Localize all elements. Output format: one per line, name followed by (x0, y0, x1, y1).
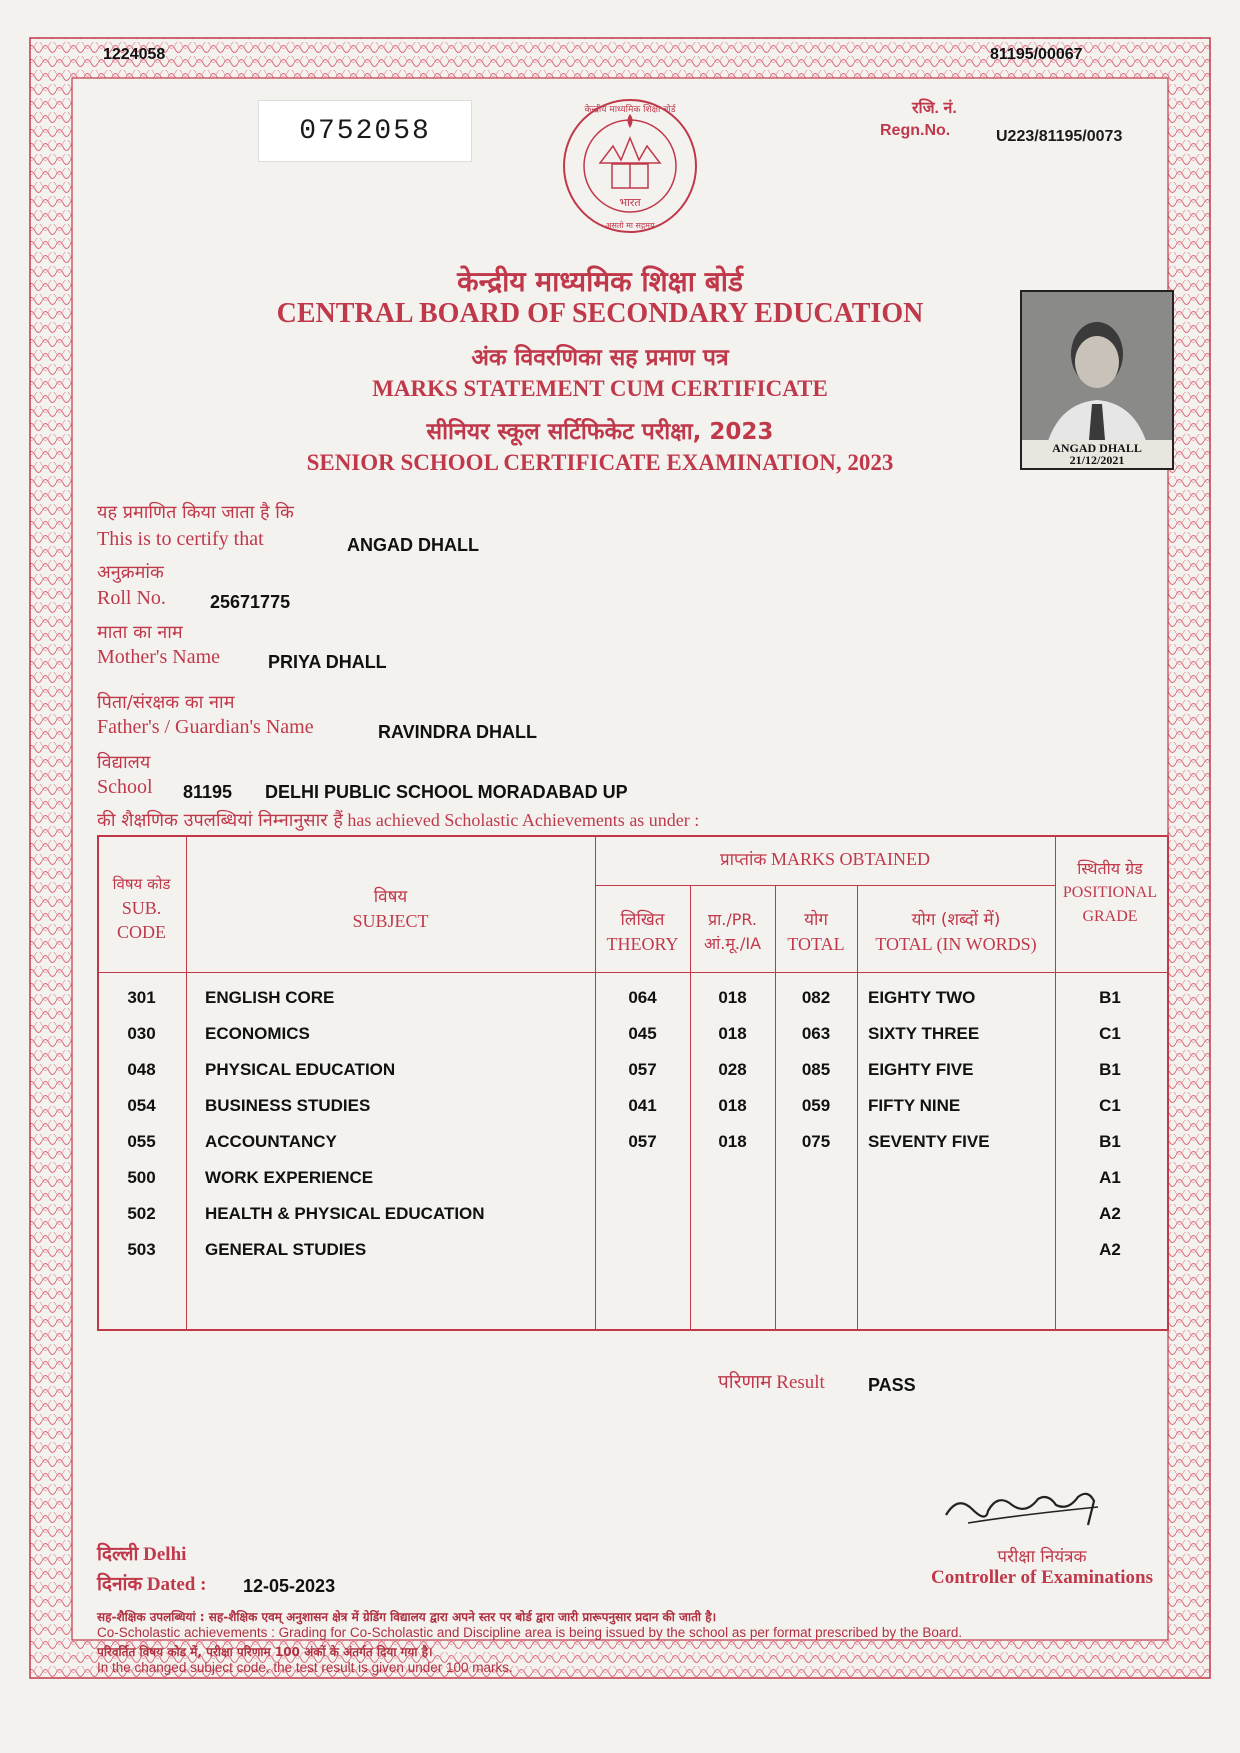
cell-total: 085 (801, 1060, 831, 1079)
achieved-line (97, 808, 699, 832)
student-name: ANGAD DHALL (347, 535, 479, 555)
cell-grade: A2 (1099, 1204, 1121, 1223)
h-total-hi: योग (804, 910, 828, 930)
h-subject-en: SUBJECT (352, 911, 429, 931)
date-label-hi: दिनांक (97, 1573, 143, 1595)
exam-title-hi: सीनियर स्कूल सर्टिफिकेट परीक्षा, 2023 (426, 419, 774, 445)
h-ia: आं.मू./IA (703, 934, 762, 953)
board-title-hi: केन्द्रीय माध्यमिक शिक्षा बोर्ड (457, 265, 743, 298)
cell-total: 059 (801, 1096, 831, 1115)
controller-en: Controller of Examinations (930, 1567, 1154, 1588)
regn-label-hi: रजि. नं. (912, 100, 957, 117)
issue-date: 12-05-2023 (243, 1576, 336, 1596)
h-marks-en: MARKS OBTAINED (770, 849, 931, 869)
cell-total: 082 (801, 988, 831, 1007)
photo-date: 21/12/2021 (1069, 453, 1125, 467)
date-label-en: Dated : (146, 1574, 207, 1595)
controller-block (912, 1544, 1172, 1589)
cell-theory: 045 (628, 1024, 657, 1043)
footer-notes (97, 1608, 1172, 1675)
cell-pr: 018 (718, 1024, 747, 1043)
school-label-en: School (97, 776, 153, 798)
cell-code: 503 (127, 1240, 156, 1259)
cell-subject: BUSINESS STUDIES (205, 1096, 371, 1115)
result-label-en: Result (776, 1372, 825, 1393)
certify-label-en: This is to certify that (97, 528, 264, 550)
cell-grade: B1 (1099, 1132, 1121, 1151)
place-en: Delhi (143, 1544, 187, 1565)
student-photo (1020, 290, 1174, 470)
cell-pr: 018 (718, 988, 747, 1007)
achieved-hi: की शैक्षणिक उपलब्धियां निम्नानुसार हैं (97, 810, 343, 831)
logo-motto: असतो मा सद्गमय (605, 221, 655, 230)
roll-number: 25671775 (210, 592, 291, 612)
exam-title-en: SENIOR SCHOOL CERTIFICATE EXAMINATION, 2023 (306, 450, 894, 475)
h-grade-en1: POSITIONAL (1062, 884, 1158, 901)
cell-grade: B1 (1099, 1060, 1121, 1079)
cell-subject: WORK EXPERIENCE (205, 1168, 374, 1187)
cell-subject: HEALTH & PHYSICAL EDUCATION (205, 1204, 485, 1223)
top-left-number: 1224058 (103, 46, 166, 63)
footer-line2-hi: परिवर्तित विषय कोड में, परीक्षा परिणाम 100 अंकों के अंतर्गत दिया गया है। (97, 1645, 433, 1659)
cell-subject: ECONOMICS (205, 1024, 310, 1043)
serial-number: 0752058 (258, 100, 472, 162)
date-line (97, 1570, 206, 1596)
h-grade-hi: स्थितीय ग्रेड (1077, 859, 1143, 878)
cell-theory: 057 (628, 1132, 657, 1151)
school-code: 81195 (183, 782, 233, 802)
h-subcode-hi: विषय कोड (112, 875, 171, 893)
cell-code: 054 (127, 1096, 156, 1115)
cell-theory: 057 (628, 1060, 657, 1079)
cell-code: 500 (127, 1168, 156, 1187)
cell-subject: PHYSICAL EDUCATION (205, 1060, 396, 1079)
school-label-hi: विद्यालय (97, 752, 151, 773)
footer-line2-en: In the changed subject code, the test result is given under 100 marks. (97, 1660, 513, 1675)
h-subcode-en1: SUB. (121, 898, 162, 918)
h-theory-hi: लिखित (620, 910, 665, 930)
h-total-en: TOTAL (787, 934, 845, 954)
certify-label-hi: यह प्रमाणित किया जाता है कि (97, 502, 294, 523)
result-value: PASS (868, 1375, 916, 1395)
top-right-number: 81195/00067 (990, 46, 1083, 63)
regn-label-en: Regn.No. (880, 122, 951, 139)
logo-arc-text: केन्द्रीय माध्यमिक शिक्षा बोर्ड (584, 105, 676, 115)
doc-title-en: MARKS STATEMENT CUM CERTIFICATE (372, 376, 828, 401)
h-subject-hi: विषय (373, 887, 408, 907)
h-marks-hi: प्राप्तांक (719, 850, 767, 870)
place-line (97, 1540, 186, 1566)
cell-grade: B1 (1099, 988, 1121, 1007)
cell-grade: A1 (1099, 1168, 1121, 1187)
mother-label-hi: माता का नाम (97, 622, 183, 643)
h-subcode-en2: CODE (117, 922, 166, 942)
logo-bottom-text: भारत (619, 196, 641, 209)
result-label-hi: परिणाम (718, 1371, 772, 1393)
photo-name: ANGAD DHALL (1052, 441, 1142, 455)
cell-total: 063 (801, 1024, 831, 1043)
cell-pr: 018 (718, 1132, 747, 1151)
footer-line1-en: Co-Scholastic achievements : Grading for Co-Scholastic and Discipline area is being issued by the school as per format prescribed by the Board. (97, 1625, 963, 1640)
cell-code: 030 (127, 1024, 156, 1043)
controller-signature (938, 1475, 1118, 1545)
mother-name: PRIYA DHALL (268, 652, 387, 672)
place-hi: दिल्ली (97, 1543, 139, 1565)
achieved-en: has achieved Scholastic Achievements as under : (347, 810, 700, 830)
regn-value: U223/81195/0073 (996, 128, 1123, 145)
cell-words: EIGHTY TWO (868, 988, 976, 1007)
mother-label-en: Mother's Name (97, 646, 221, 668)
footer-line1-hi: सह-शैक्षिक उपलब्धियां : सह-शैक्षिक एवम् अनुशासन क्षेत्र में ग्रेडिंग विद्यालय द्वारा अपने स्तर पर बोर्ड द्वारा जारी प्रारूपनुसार प्रदान की जाती है। (97, 1610, 717, 1624)
photo-caption (1022, 440, 1172, 468)
h-pr: प्रा./PR. (707, 910, 757, 929)
cell-subject: GENERAL STUDIES (205, 1240, 367, 1259)
cell-code: 301 (127, 988, 156, 1007)
cbse-logo (555, 88, 705, 248)
cell-grade: C1 (1099, 1096, 1121, 1115)
cell-subject: ENGLISH CORE (205, 988, 335, 1007)
roll-label-en: Roll No. (97, 587, 166, 609)
cell-grade: C1 (1099, 1024, 1121, 1043)
cell-grade: A2 (1099, 1240, 1121, 1259)
h-words-hi: योग (शब्दों में) (911, 910, 1001, 930)
cell-code: 048 (127, 1060, 156, 1079)
result-label (718, 1368, 825, 1394)
h-words-en: TOTAL (IN WORDS) (875, 934, 1037, 954)
cell-theory: 064 (628, 988, 657, 1007)
father-name: RAVINDRA DHALL (378, 722, 537, 742)
cell-pr: 028 (718, 1060, 747, 1079)
cell-subject: ACCOUNTANCY (205, 1132, 337, 1151)
father-label-hi: पिता/संरक्षक का नाम (97, 692, 235, 713)
school-name: DELHI PUBLIC SCHOOL MORADABAD UP (265, 782, 628, 802)
controller-hi: परीक्षा नियंत्रक (997, 1547, 1087, 1567)
doc-title-hi: अंक विवरणिका सह प्रमाण पत्र (471, 345, 729, 371)
h-grade-en2: GRADE (1082, 908, 1138, 925)
cell-pr: 018 (718, 1096, 747, 1115)
cell-total: 075 (801, 1132, 831, 1151)
father-label-en: Father's / Guardian's Name (97, 716, 314, 738)
cell-code: 502 (127, 1204, 156, 1223)
cell-code: 055 (127, 1132, 156, 1151)
board-title-en: CENTRAL BOARD OF SECONDARY EDUCATION (276, 298, 924, 329)
cell-words: FIFTY NINE (868, 1096, 961, 1115)
cell-theory: 041 (628, 1096, 657, 1115)
cell-words: SIXTY THREE (868, 1024, 980, 1043)
cell-words: EIGHTY FIVE (868, 1060, 974, 1079)
h-theory-en: THEORY (606, 934, 679, 954)
cell-words: SEVENTY FIVE (868, 1132, 990, 1151)
roll-label-hi: अनुक्रमांक (97, 562, 164, 583)
